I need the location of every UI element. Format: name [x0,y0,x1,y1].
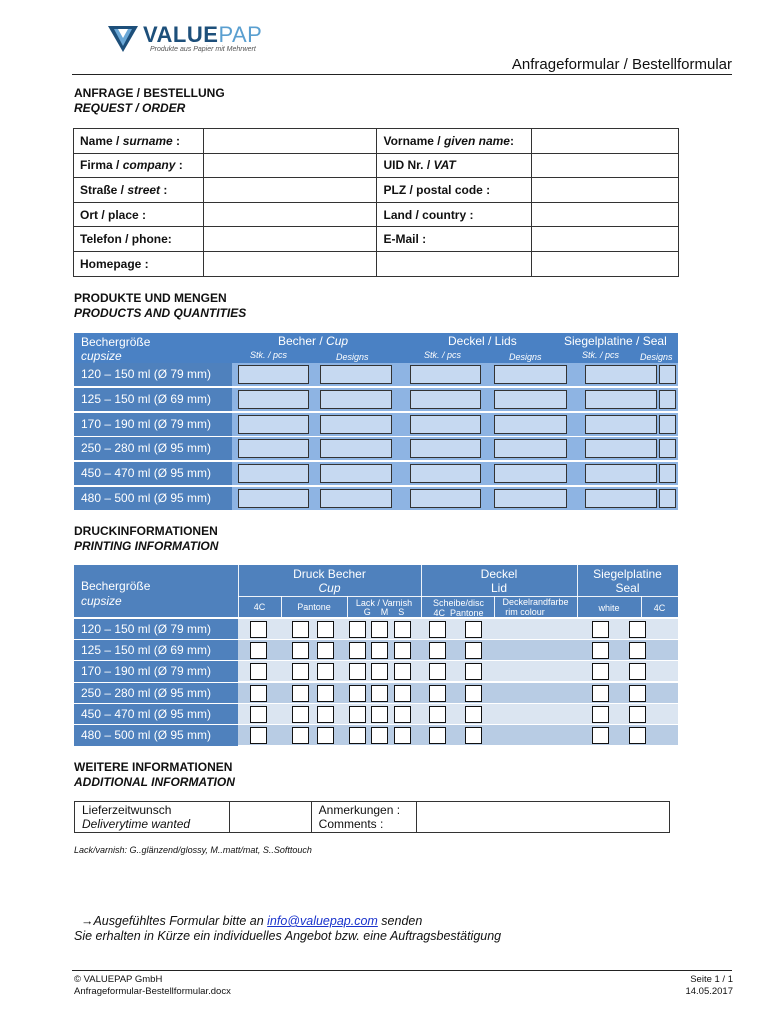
print-header-4c: 4C [253,602,266,612]
product-row [74,413,678,436]
seal-4c-checkbox[interactable] [629,706,646,723]
varnish-g-checkbox[interactable] [349,663,366,680]
section-request-title: ANFRAGE / BESTELLUNG REQUEST / ORDER [74,86,225,115]
varnish-m-checkbox[interactable] [371,621,388,638]
header-cup-designs: Designs [336,352,369,362]
seal-4c-checkbox[interactable] [629,685,646,702]
cup-designs-input[interactable] [320,415,392,434]
footer-copyright: © VALUEPAP GmbH [74,974,163,985]
customer-input-left[interactable] [203,227,377,252]
customer-label-right: E-Mail : [377,227,532,252]
customer-label-right: UID Nr. / VAT [377,153,532,178]
header-cupsize-de: Bechergröße [81,335,151,349]
lid-pcs-input[interactable] [410,365,481,384]
varnish-g-checkbox[interactable] [349,727,366,744]
print-header-seal-de: Siegelplatine [593,567,662,581]
footer-date: 14.05.2017 [685,986,733,997]
cup-pantone-checkbox-1[interactable] [292,706,309,723]
customer-input-left[interactable] [203,202,377,227]
lid-pcs-input[interactable] [410,489,481,508]
customer-input-left[interactable] [203,153,377,178]
lid-designs-input[interactable] [494,464,567,483]
cup-4c-checkbox[interactable] [250,621,267,638]
print-header-disc: Scheibe/disc [432,598,485,608]
lid-disc-4c-checkbox[interactable] [429,706,446,723]
lid-designs-input[interactable] [494,365,567,384]
customer-details-table [73,128,679,277]
seal-white-checkbox[interactable] [592,621,609,638]
seal-4c-checkbox[interactable] [629,621,646,638]
customer-input-right[interactable] [532,129,679,154]
lid-disc-pantone-checkbox[interactable] [465,621,482,638]
varnish-s-checkbox[interactable] [394,621,411,638]
seal-pcs-input[interactable] [585,489,657,508]
cup-pcs-input[interactable] [238,464,309,483]
varnish-m-checkbox[interactable] [371,642,388,659]
header-seal-pcs: Stk. / pcs [582,350,620,360]
lid-disc-pantone-checkbox[interactable] [465,642,482,659]
printing-row [74,682,678,703]
printing-row [74,618,678,639]
cup-pantone-checkbox-1[interactable] [292,727,309,744]
cup-pcs-input[interactable] [238,439,309,458]
header-rule [72,74,732,75]
print-header-seal-4c: 4C [653,603,666,613]
customer-label-left: Telefon / phone: [74,227,204,252]
header-cupsize-en: cupsize [81,349,122,363]
product-row [74,462,678,485]
cup-pantone-checkbox-2[interactable] [317,663,334,680]
cup-pcs-input[interactable] [238,390,309,409]
cup-pcs-input[interactable] [238,415,309,434]
customer-input-left[interactable] [203,251,377,276]
cup-pantone-checkbox-1[interactable] [292,685,309,702]
varnish-s-checkbox[interactable] [394,706,411,723]
product-cupsize-label: 125 – 150 ml (Ø 69 mm) [74,388,232,411]
footer-left [74,974,231,998]
customer-label-right [377,251,532,276]
customer-label-left: Firma / company : [74,153,204,178]
cup-designs-input[interactable] [320,489,392,508]
printing-table-header [74,565,678,617]
print-header-cup-en: Cup [318,581,341,595]
customer-label-right: Vorname / given name: [377,129,532,154]
seal-pcs-input[interactable] [585,365,657,384]
product-cupsize-label: 450 – 470 ml (Ø 95 mm) [74,462,232,485]
comments-label: Anmerkungen : Comments : [311,802,416,833]
product-cupsize-label: 120 – 150 ml (Ø 79 mm) [74,363,232,386]
customer-row [74,178,679,203]
valuepap-logo-mark [108,24,138,54]
printing-cupsize-label: 480 – 500 ml (Ø 95 mm) [74,725,238,746]
lid-designs-input[interactable] [494,390,567,409]
seal-designs-input[interactable] [659,489,676,508]
varnish-s-checkbox[interactable] [394,642,411,659]
print-header-lid-de: Deckel [480,567,518,581]
varnish-g-checkbox[interactable] [349,621,366,638]
customer-row [74,251,679,276]
cup-4c-checkbox[interactable] [250,685,267,702]
print-header-cupsize-de: Bechergröße [81,579,151,593]
cup-designs-input[interactable] [320,439,392,458]
cup-pcs-input[interactable] [238,489,309,508]
header-seal-designs: Designs [640,352,673,362]
submission-instructions: →Ausgefühltes Formular bitte an info@valuepap.com senden Sie erhalten in Kürze ein individuelles Angebot bzw. eine Auftragsbestätigung [74,914,502,943]
cup-pantone-checkbox-2[interactable] [317,727,334,744]
varnish-g-checkbox[interactable] [349,642,366,659]
seal-designs-input[interactable] [659,365,676,384]
printing-cupsize-label: 450 – 470 ml (Ø 95 mm) [74,704,238,725]
print-header-lid-en: Lid [490,581,507,595]
varnish-legend-note: Lack/varnish: G..glänzend/glossy, M..matt/mat, S..Softtouch [74,845,312,855]
seal-white-checkbox[interactable] [592,642,609,659]
delivery-time-field[interactable] [229,802,311,833]
seal-pcs-input[interactable] [585,415,657,434]
varnish-m-checkbox[interactable] [371,727,388,744]
lid-disc-4c-checkbox[interactable] [429,642,446,659]
seal-4c-checkbox[interactable] [629,663,646,680]
seal-pcs-input[interactable] [585,464,657,483]
cup-4c-checkbox[interactable] [250,663,267,680]
lid-disc-pantone-checkbox[interactable] [465,685,482,702]
varnish-g-checkbox[interactable] [349,685,366,702]
seal-white-checkbox[interactable] [592,685,609,702]
section-printing-title: DRUCKINFORMATIONEN PRINTING INFORMATION [74,524,219,553]
printing-cupsize-label: 170 – 190 ml (Ø 79 mm) [74,661,238,682]
customer-label-left: Name / surname : [74,129,204,154]
customer-label-right: PLZ / postal code : [377,178,532,203]
cup-4c-checkbox[interactable] [250,727,267,744]
seal-designs-input[interactable] [659,415,676,434]
lid-pcs-input[interactable] [410,415,481,434]
print-header-cup-de: Druck Becher [293,567,366,581]
section-additional-title: WEITERE INFORMATIONEN ADDITIONAL INFORMATION [74,760,235,789]
delivery-time-label: Lieferzeitwunsch Deliverytime wanted [75,802,230,833]
lid-disc-4c-checkbox[interactable] [429,727,446,744]
printing-cupsize-label: 250 – 280 ml (Ø 95 mm) [74,683,238,704]
printing-row [74,703,678,724]
printing-cupsize-label: 120 – 150 ml (Ø 79 mm) [74,619,238,640]
cup-pantone-checkbox-2[interactable] [317,706,334,723]
customer-input-left[interactable] [203,129,377,154]
seal-white-checkbox[interactable] [592,663,609,680]
print-header-cupsize-en: cupsize [81,594,122,608]
footer-filename: Anfrageformular-Bestellformular.docx [74,986,231,997]
lid-disc-4c-checkbox[interactable] [429,685,446,702]
lid-designs-input[interactable] [494,415,567,434]
lid-pcs-input[interactable] [410,464,481,483]
seal-designs-input[interactable] [659,390,676,409]
lid-designs-input[interactable] [494,439,567,458]
header-seal: Siegelplatine / Seal [564,334,667,348]
products-table-header [74,333,678,363]
cup-pantone-checkbox-2[interactable] [317,621,334,638]
customer-label-left: Straße / street : [74,178,204,203]
print-header-pantone: Pantone [297,602,331,612]
lid-pcs-input[interactable] [410,390,481,409]
cup-4c-checkbox[interactable] [250,642,267,659]
seal-4c-checkbox[interactable] [629,642,646,659]
varnish-s-checkbox[interactable] [394,685,411,702]
header-lid-pcs: Stk. / pcs [424,350,462,360]
header-cup-pcs: Stk. / pcs [250,350,288,360]
cup-designs-input[interactable] [320,390,392,409]
customer-input-right[interactable] [532,227,679,252]
seal-pcs-input[interactable] [585,390,657,409]
product-cupsize-label: 480 – 500 ml (Ø 95 mm) [74,487,232,510]
customer-row [74,153,679,178]
cup-designs-input[interactable] [320,365,392,384]
customer-input-right[interactable] [532,251,679,276]
cup-pantone-checkbox-1[interactable] [292,663,309,680]
customer-label-left: Homepage : [74,251,204,276]
product-cupsize-label: 250 – 280 ml (Ø 95 mm) [74,437,232,460]
print-header-rim-en: rim colour [505,607,545,617]
lid-disc-pantone-checkbox[interactable] [465,706,482,723]
header-lid-designs: Designs [509,352,542,362]
lid-disc-pantone-checkbox[interactable] [465,727,482,744]
footer-right [685,974,733,998]
customer-row [74,227,679,252]
lid-designs-input[interactable] [494,489,567,508]
seal-white-checkbox[interactable] [592,727,609,744]
brand-tagline: Produkte aus Papier mit Mehrwert [150,46,256,53]
footer-page-number: Seite 1 / 1 [690,974,733,985]
seal-white-checkbox[interactable] [592,706,609,723]
seal-4c-checkbox[interactable] [629,727,646,744]
customer-label-right: Land / country : [377,202,532,227]
print-header-rim-de: Deckelrandfarbe [502,597,569,607]
seal-pcs-input[interactable] [585,439,657,458]
product-row [74,487,678,510]
varnish-m-checkbox[interactable] [371,685,388,702]
customer-input-right[interactable] [532,178,679,203]
printing-cupsize-label: 125 – 150 ml (Ø 69 mm) [74,640,238,661]
cup-pcs-input[interactable] [238,365,309,384]
cup-pantone-checkbox-2[interactable] [317,685,334,702]
customer-row [74,202,679,227]
product-row [74,437,678,460]
customer-input-left[interactable] [203,178,377,203]
customer-input-right[interactable] [532,153,679,178]
printing-row [74,724,678,745]
header-cup: Becher / Cup [278,334,349,348]
lid-disc-pantone-checkbox[interactable] [465,663,482,680]
cup-pantone-checkbox-2[interactable] [317,642,334,659]
customer-label-left: Ort / place : [74,202,204,227]
document-title: Anfrageformular / Bestellformular [511,56,732,73]
cup-pantone-checkbox-1[interactable] [292,642,309,659]
product-row [74,388,678,411]
print-header-seal-en: Seal [615,581,640,595]
seal-designs-input[interactable] [659,439,676,458]
lid-pcs-input[interactable] [410,439,481,458]
email-link[interactable]: info@valuepap.com [267,914,378,928]
product-row [74,363,678,386]
header-lids: Deckel / Lids [448,334,517,348]
customer-input-right[interactable] [532,202,679,227]
seal-designs-input[interactable] [659,464,676,483]
section-products-title: PRODUKTE UND MENGEN PRODUCTS AND QUANTITIES [74,291,247,320]
cup-pantone-checkbox-1[interactable] [292,621,309,638]
varnish-s-checkbox[interactable] [394,663,411,680]
varnish-g-checkbox[interactable] [349,706,366,723]
additional-info-table [74,801,670,833]
print-header-disc-sub: 4C Pantone [433,608,484,618]
footer-rule [72,970,732,971]
brand-wordmark: VALUEPAP [143,22,263,47]
lid-disc-4c-checkbox[interactable] [429,621,446,638]
customer-row [74,129,679,154]
comments-field[interactable] [416,802,669,833]
print-header-white: white [598,603,620,613]
cup-designs-input[interactable] [320,464,392,483]
print-header-varnish: Lack / Varnish [355,598,413,608]
product-cupsize-label: 170 – 190 ml (Ø 79 mm) [74,413,232,436]
lid-disc-4c-checkbox[interactable] [429,663,446,680]
varnish-m-checkbox[interactable] [371,706,388,723]
varnish-s-checkbox[interactable] [394,727,411,744]
cup-4c-checkbox[interactable] [250,706,267,723]
printing-row [74,660,678,681]
varnish-m-checkbox[interactable] [371,663,388,680]
print-header-gms: G M S [363,607,405,617]
printing-row [74,639,678,660]
